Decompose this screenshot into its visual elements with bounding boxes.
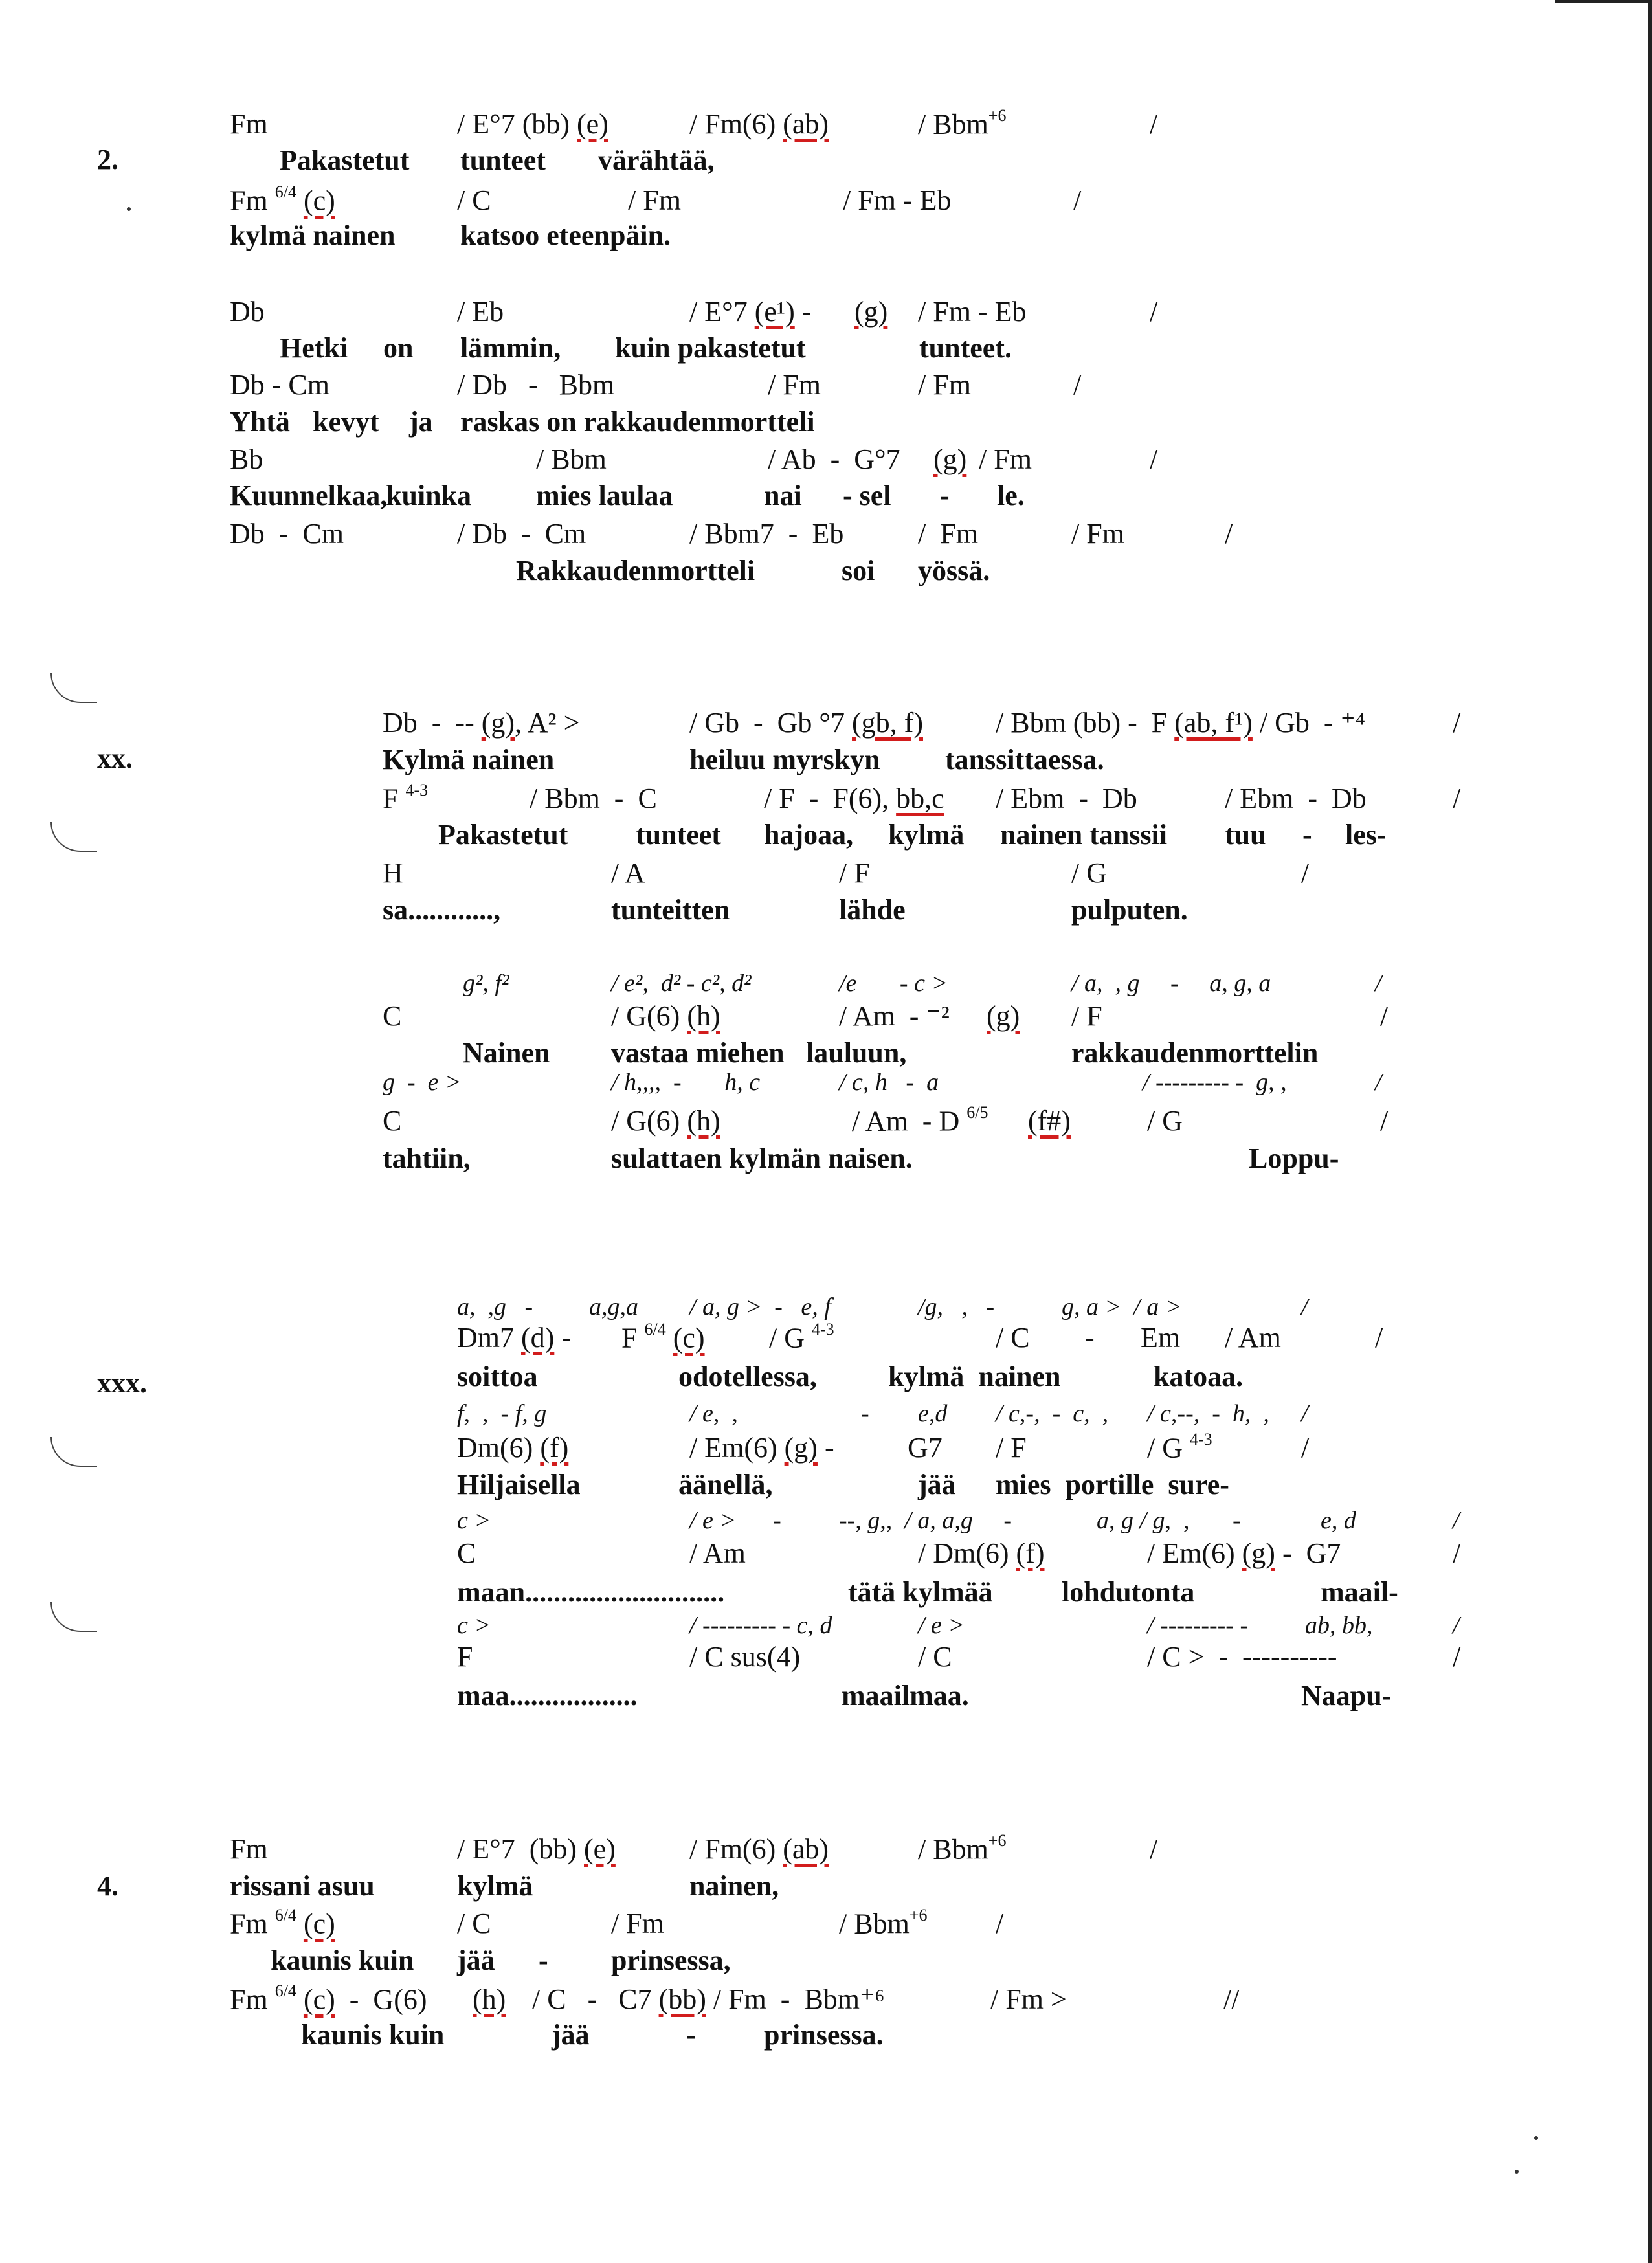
chord: Em: [1141, 1322, 1181, 1354]
marked-bass-note: (c): [303, 184, 335, 217]
marked-bass-note: (g): [1242, 1537, 1275, 1569]
chord: / C - C7 (bb) / Fm - Bbm⁺⁶: [532, 1983, 885, 2015]
chord: / Fm: [918, 518, 978, 550]
lyric: katsoo eteenpäin.: [460, 219, 671, 251]
melody-note: g, a > / a >: [1062, 1293, 1182, 1321]
chord: / G: [1147, 1105, 1183, 1137]
chord: / Am: [689, 1537, 746, 1569]
chord: / Fm: [628, 184, 681, 216]
punch-mark: [50, 1602, 97, 1632]
speck: [1534, 2136, 1538, 2140]
lyric: lähde: [839, 894, 906, 926]
chord: / Fm >: [990, 1983, 1067, 2015]
lyric: rakkaudenmorttelin: [1071, 1037, 1319, 1069]
lyric: Hetki: [280, 332, 348, 364]
lyric: nainen,: [689, 1870, 779, 1902]
lyric: Kylmä nainen: [383, 744, 555, 775]
chord: / Ab - G°7: [768, 443, 908, 475]
lyric: prinsessa,: [611, 1945, 731, 1976]
lyric: kuinka: [386, 480, 472, 511]
chord: / Db - Bbm: [457, 369, 615, 401]
lyric: kylmä: [457, 1870, 533, 1902]
melody-note: f, , - f, g: [457, 1400, 547, 1427]
lyric: jää: [457, 1945, 495, 1976]
chord-superscript: +6: [988, 106, 1007, 125]
section-number: 2.: [97, 144, 118, 175]
lyric: heiluu myrskyn: [689, 744, 880, 775]
chord-superscript: 6/4: [644, 1320, 666, 1339]
lyric: lauluun,: [806, 1037, 907, 1069]
chord: / Fm: [1071, 518, 1124, 550]
chord: / C: [918, 1641, 952, 1673]
chord: /: [1073, 184, 1082, 216]
chord: / Bbm: [536, 443, 607, 475]
lyric: -: [940, 480, 950, 511]
chord: / Gb - Gb °7 (gb, f): [689, 707, 923, 739]
marked-bass-note: (h): [473, 1983, 506, 2015]
lyric: maailmaa.: [842, 1680, 969, 1711]
chord: /: [1301, 1432, 1310, 1464]
chord: //: [1223, 1983, 1240, 2015]
marked-bass-note: (g): [854, 296, 888, 328]
lyric: nai: [764, 480, 802, 511]
chord: / Ebm - Db: [996, 783, 1137, 814]
chord: / F: [1071, 1000, 1102, 1032]
chord: G7: [908, 1432, 943, 1464]
lyric: jää: [552, 2019, 590, 2051]
lyric: kuin pakastetut: [615, 332, 806, 364]
lyric: pulputen.: [1071, 894, 1188, 926]
marked-bass-note: (g): [933, 443, 967, 475]
chord: /: [1073, 369, 1082, 401]
marked-bass-note: bb,c: [896, 783, 944, 814]
chord-superscript: 6/4: [274, 1981, 296, 2000]
melody-note: / e, ,: [689, 1400, 738, 1427]
melody-note: / e > -: [689, 1507, 781, 1534]
chord-superscript: 6/4: [274, 183, 296, 201]
melody-note: a, g / g, , -: [1097, 1507, 1241, 1534]
chord: Fm $^{6/4}$ (c) - G(6): [230, 1981, 434, 2016]
melody-note: e, d: [1321, 1507, 1356, 1534]
chord: / Fm: [611, 1908, 664, 1939]
melody-note: / c,--, - h, ,: [1147, 1400, 1269, 1427]
chord-superscript: 4-3: [405, 781, 429, 799]
lyric: on: [383, 332, 414, 364]
melody-note: / e >: [918, 1612, 965, 1639]
chord: / C > - ----------: [1147, 1641, 1337, 1673]
chord: [933, 445, 966, 474]
lyric: Pakastetut: [438, 819, 568, 851]
chord: / F: [996, 1432, 1027, 1464]
chord: / Am - D $^{6/5}$: [852, 1103, 988, 1137]
lyric: maan............................: [457, 1576, 725, 1608]
marked-bass-note: (h): [687, 1105, 720, 1137]
lyric: mies laulaa: [536, 480, 673, 511]
lyric: les-: [1345, 819, 1387, 851]
marked-bass-note: (ab): [783, 1833, 829, 1865]
marked-bass-note: (f#): [1028, 1105, 1071, 1137]
lyric: tunteet: [636, 819, 721, 851]
lyric: tanssittaessa.: [945, 744, 1104, 775]
chord: Fm: [230, 108, 268, 140]
chord: / Ebm - Db: [1225, 783, 1367, 814]
section-number: xx.: [97, 742, 133, 774]
melody-note: /: [1453, 1507, 1460, 1534]
chord: /: [1453, 783, 1461, 814]
lyric: kylmä nainen: [888, 1361, 1061, 1392]
chord: Dm7 (d) -: [457, 1322, 571, 1354]
punch-mark: [50, 673, 97, 703]
chord: /: [1150, 296, 1158, 328]
lyric: jää: [918, 1469, 956, 1500]
chord: Fm: [230, 1833, 268, 1865]
chord: /: [1150, 1833, 1158, 1865]
marked-bass-note: (gb, f): [852, 707, 923, 739]
melody-note: / c,-, - c, ,: [996, 1400, 1109, 1427]
lyric: odotellessa,: [678, 1361, 817, 1392]
melody-note: / a, g > - e, f: [689, 1293, 831, 1321]
chord-superscript: +6: [988, 1831, 1007, 1850]
chord: / G: [1071, 857, 1107, 889]
melody-note: -: [861, 1400, 869, 1427]
chord: C: [383, 1105, 402, 1137]
lyric: Hiljaisella: [457, 1469, 581, 1500]
lyric: - sel: [843, 480, 891, 511]
melody-note: / e², d² - c², d²: [611, 970, 752, 997]
chord: / Am - ⁻²: [839, 1000, 957, 1032]
chord: /: [1150, 443, 1158, 475]
melody-note: / --------- - g, ,: [1143, 1069, 1287, 1096]
chord-superscript: 6/4: [274, 1906, 296, 1924]
lyric: Naapu-: [1301, 1680, 1392, 1711]
melody-note: c >: [457, 1612, 491, 1639]
chord: C: [383, 1000, 402, 1032]
melody-note: g - e >: [383, 1069, 462, 1096]
lyric: rissani asuu: [230, 1870, 375, 1902]
punch-mark: [50, 822, 97, 852]
chord: / G $^{4-3}$: [769, 1320, 834, 1354]
marked-bass-note: (e): [584, 1833, 616, 1865]
chord: [854, 298, 887, 326]
chord: / C sus(4): [689, 1641, 801, 1673]
lyric: vastaa miehen: [611, 1037, 785, 1069]
chord: / Fm: [979, 443, 1032, 475]
melody-note: /: [1375, 1069, 1382, 1096]
chord: / F - F(6), bb,c: [764, 783, 944, 814]
chord: /: [1225, 518, 1233, 550]
melody-note: /g, , -: [918, 1293, 995, 1321]
chord: Fm $^{6/4}$ (c): [230, 1906, 335, 1940]
melody-note: / --------- - c, d: [689, 1612, 832, 1639]
lyric: kylmä nainen: [230, 219, 396, 251]
lyric: Loppu-: [1249, 1143, 1339, 1174]
chord: / Db - Cm: [457, 518, 586, 550]
chord: / G(6) (h): [611, 1105, 720, 1137]
lyric: lämmin,: [460, 332, 561, 364]
chord: / Bbm$^{+6}$: [918, 1831, 1007, 1866]
chord-superscript: 6/5: [966, 1103, 988, 1122]
lyric: tuu: [1225, 819, 1266, 851]
lyric: tunteet.: [919, 332, 1012, 364]
melody-note: ab, bb,: [1305, 1612, 1373, 1639]
lyric: katoaa.: [1154, 1361, 1244, 1392]
marked-bass-note: (h): [687, 1000, 720, 1032]
chord: / Fm: [768, 369, 821, 401]
chord: / Am: [1225, 1322, 1281, 1354]
chord: F $^{4-3}$: [383, 781, 429, 815]
chord: / Eb: [457, 296, 504, 328]
lyric: tätä kylmää: [848, 1576, 993, 1608]
chord: F: [457, 1641, 473, 1673]
lyric: tunteet: [460, 144, 546, 176]
chord: / A: [611, 857, 645, 889]
speck: [127, 207, 131, 211]
chord: / Fm(6) (ab): [689, 108, 829, 140]
chord: [1028, 1107, 1071, 1135]
chord: Db - Cm: [230, 518, 344, 550]
lyric: lohdutonta: [1062, 1576, 1195, 1608]
marked-bass-note: (bb): [658, 1983, 706, 2015]
chord: / Fm(6) (ab): [689, 1833, 829, 1865]
chord: Db: [230, 296, 265, 328]
chord: / C: [457, 1908, 491, 1939]
chord: / Fm: [918, 369, 971, 401]
lyric: mies portille sure-: [996, 1469, 1229, 1500]
page-edge-top: [1555, 0, 1652, 3]
lyric: värähtää,: [598, 144, 715, 176]
chord: / Bbm$^{+6}$: [918, 106, 1007, 140]
chord: / E°7 (e¹) -: [689, 296, 819, 328]
marked-bass-note: (g): [987, 1000, 1020, 1032]
chord: [473, 1985, 506, 2014]
chord: Bb: [230, 443, 263, 475]
melody-note: / a, , g - a, g, a: [1071, 970, 1271, 997]
marked-bass-note: (c): [673, 1322, 705, 1354]
chord: -: [1085, 1322, 1095, 1354]
lyric: yössä.: [918, 555, 990, 586]
chord: /: [1380, 1000, 1389, 1032]
lyric: le.: [997, 480, 1025, 511]
lyric: Pakastetut: [280, 144, 410, 176]
chord: / G $^{4-3}$: [1147, 1430, 1212, 1464]
chord: H: [383, 857, 403, 889]
chord: /: [1375, 1322, 1383, 1354]
chord: Dm(6) (f): [457, 1432, 569, 1464]
lyric: nainen tanssii: [1000, 819, 1167, 851]
marked-bass-note: (g): [784, 1432, 818, 1464]
chord: / E°7 (bb) (e): [457, 1833, 616, 1865]
melody-note: /: [1375, 970, 1382, 997]
chord: /: [1301, 857, 1310, 889]
melody-note: a,g,a: [589, 1293, 638, 1321]
chord: F $^{6/4}$ (c): [621, 1320, 705, 1354]
chord: / Bbm - C: [530, 783, 657, 814]
lyric: Yhtä: [230, 406, 290, 438]
melody-note: e,d: [918, 1400, 948, 1427]
punch-mark: [50, 1437, 97, 1467]
lyric: kaunis kuin: [271, 1945, 414, 1976]
lyric: -: [539, 1945, 548, 1976]
lyric: raskas on rakkaudenmortteli: [460, 406, 815, 438]
chord: /: [1453, 707, 1461, 739]
chord: / C: [457, 184, 491, 216]
chord: / F: [839, 857, 870, 889]
marked-bass-note: (f): [1016, 1537, 1045, 1569]
lyric: kaunis kuin: [301, 2019, 445, 2051]
chord: / Fm - Eb: [918, 296, 1027, 328]
lyric: maail-: [1321, 1576, 1398, 1608]
chord: /: [1453, 1537, 1461, 1569]
lyric: soittoa: [457, 1361, 538, 1392]
chord: Fm $^{6/4}$ (c): [230, 183, 335, 217]
melody-note: --, g,, / a, a,g -: [839, 1507, 1012, 1534]
lyric: Kuunnelkaa,: [230, 480, 388, 511]
lyric: prinsessa.: [764, 2019, 884, 2051]
chord: / Bbm (bb) - F (ab, f¹) / Gb - ⁺⁴: [996, 707, 1366, 739]
lyric: sa............,: [383, 894, 501, 926]
melody-note: c >: [457, 1507, 491, 1534]
lyric: soi: [842, 555, 875, 586]
chord: / Bbm$^{+6}$: [839, 1906, 928, 1940]
chord-superscript: 4-3: [1190, 1430, 1212, 1449]
melody-note: g², f²: [463, 970, 509, 997]
chord: / G(6) (h): [611, 1000, 720, 1032]
marked-bass-note: (g): [481, 707, 515, 739]
marked-bass-note: (ab, f¹): [1174, 707, 1253, 739]
melody-note: /e - c >: [839, 970, 948, 997]
chord: / Fm - Eb: [843, 184, 952, 216]
chord: /: [1380, 1105, 1389, 1137]
lyric: -: [1302, 819, 1312, 851]
chord: / Bbm7 - Eb: [689, 518, 844, 550]
melody-note: / --------- -: [1147, 1612, 1249, 1639]
marked-bass-note: (c): [303, 1983, 335, 2016]
chord: Db - -- (g), A² >: [383, 707, 580, 739]
lyric: kevyt: [313, 406, 379, 438]
lyric: tahtiin,: [383, 1143, 471, 1174]
chord: / Em(6) (g) - G7: [1147, 1537, 1341, 1569]
chord: / E°7 (bb) (e): [457, 108, 608, 140]
section-number: 4.: [97, 1870, 118, 1902]
melody-note: a, ,g -: [457, 1293, 533, 1321]
chord-superscript: 4-3: [812, 1320, 834, 1339]
chord-superscript: +6: [909, 1906, 928, 1924]
lyric: kylmä: [888, 819, 965, 851]
section-number: xxx.: [97, 1367, 147, 1399]
chord: /: [996, 1908, 1004, 1939]
marked-bass-note: (c): [303, 1908, 335, 1940]
melody-note: / h,,,, - h, c: [611, 1069, 761, 1096]
lyric: sulattaen kylmän naisen.: [611, 1143, 913, 1174]
speck: [1515, 2170, 1519, 2174]
chord: / Dm(6) (f): [918, 1537, 1045, 1569]
lyric: Rakkaudenmortteli: [516, 555, 755, 586]
chord: / C: [996, 1322, 1030, 1354]
chord: /: [1453, 1641, 1461, 1673]
page-edge-right: [1648, 0, 1652, 2263]
chord: C: [457, 1537, 476, 1569]
lyric: äänellä,: [678, 1469, 773, 1500]
lyric: -: [686, 2019, 696, 2051]
marked-bass-note: (f): [540, 1432, 569, 1464]
lyric: ja: [409, 406, 433, 438]
marked-bass-note: (e): [577, 108, 608, 140]
lyric: tunteitten: [611, 894, 730, 926]
lyric: hajoaa,: [764, 819, 854, 851]
chord: [987, 1002, 1020, 1031]
marked-bass-note: (ab): [783, 108, 829, 140]
chord: / Em(6) (g) -: [689, 1432, 834, 1464]
chord: /: [1150, 108, 1158, 140]
melody-note: /: [1301, 1293, 1308, 1321]
melody-note: / c, h - a: [839, 1069, 939, 1096]
melody-note: /: [1301, 1400, 1308, 1427]
lyric: Nainen: [463, 1037, 550, 1069]
chord: Db - Cm: [230, 369, 329, 401]
lyric: maa..................: [457, 1680, 638, 1711]
marked-bass-note: (d): [521, 1322, 555, 1354]
marked-bass-note: (e¹): [754, 296, 795, 328]
melody-note: /: [1453, 1612, 1460, 1639]
